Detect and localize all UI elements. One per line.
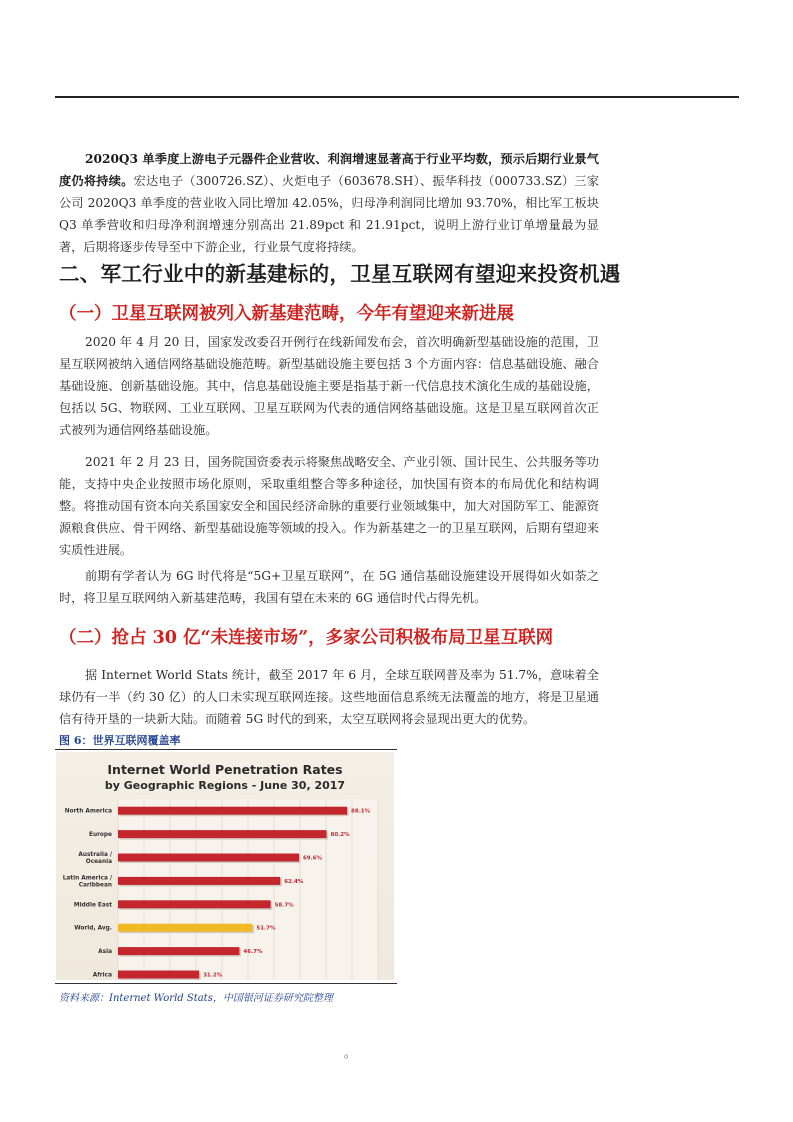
- bar: [118, 807, 347, 815]
- intro-bold-lead: 2020Q3 单季度上游电子元器件企业营收、利润增速显著高于行业平均数，预示后期行业景气度仍将持续。: [59, 152, 599, 188]
- chart-title: Internet World Penetration Rates: [107, 762, 343, 777]
- header-rule: [55, 96, 739, 98]
- bar: [118, 947, 239, 955]
- category-label: [65, 809, 112, 815]
- category-label-line: Asia: [98, 949, 112, 956]
- category-label-line: Oceania: [85, 859, 112, 865]
- bar: [118, 830, 327, 838]
- sub2-paragraph-1: 据 Internet World Stats 统计，截至 2017 年 6 月，全球互联网普及率为 51.7%，意味着全球仍有一半（约 30 亿）的人口未实现互联网连接。这些地面信息系统无法覆盖的地方，将是卫星通信有待开垦的一块新大陆。而随着 5G 时代的到来，太空互联网将会显现出更大的优势。: [59, 668, 599, 726]
- chart-subtitle: by Geographic Regions - June 30, 2017: [104, 779, 346, 792]
- category-label: [89, 832, 112, 838]
- figure-top-rule: [55, 749, 397, 750]
- figure-label: 图 6：世界互联网覆盖率: [59, 734, 181, 747]
- bar: [118, 854, 299, 862]
- bar-value-label: 88.1%: [351, 808, 371, 815]
- bar-value-label: 46.7%: [243, 949, 263, 956]
- category-label: [98, 949, 112, 955]
- intro-paragraph: [59, 148, 599, 258]
- category-label: [74, 902, 112, 908]
- bar: [118, 924, 252, 932]
- sub1-paragraph-3: 前期有学者认为 6G 时代将是“5G+卫星互联网”，在 5G 通信基础设施建设开展得如火如荼之时，将卫星互联网纳入新基建范畴，我国有望在未来的 6G 通信时代占得先机。: [59, 569, 599, 605]
- figure-bottom-rule: [55, 983, 397, 984]
- bar-value-label: 58.7%: [274, 902, 294, 909]
- subsection-title-2: （二）抢占 30 亿“未连接市场”，多家公司积极布局卫星互联网: [59, 628, 554, 648]
- intro-body: 宏达电子（300726.SZ）、火炬电子（603678.SH）、振华科技（000733.SZ）三家公司 2020Q3 单季度的营业收入同比增加 42.05%，归母净利润同比增加 93.70%，相比军工板块 Q3 单季营收和归母净利润增速分别高出 21.89pct 和 21.91pct，说明上游行业订单增量最为显著，后期将逐步传导至中下游企业，行业景气度将持续。: [59, 174, 600, 254]
- category-label: [78, 852, 113, 865]
- figure-source: 资料来源：Internet World Stats，中国银河证券研究院整理: [59, 993, 333, 1004]
- category-label-line: World, Avg.: [74, 925, 112, 932]
- sub1-paragraph-2: 2021 年 2 月 23 日，国务院国资委表示将聚焦战略安全、产业引领、国计民生、公共服务等功能，支持中央企业按照市场化原则，采取重组整合等多种途径，加快国有资本的布局优化和结构调整。将推动国有资本向关系国家安全和国民经济命脉的重要行业领域集中，加大对国防军工、能源资源粮食供应、骨干网络、新型基础设施等领域的投入。作为新基建之一的卫星互联网，后期有望迎来实质性进展。: [59, 455, 599, 557]
- category-label-line: Australia /: [78, 852, 112, 858]
- section-title: 二、军工行业中的新基建标的，卫星互联网有望迎来投资机遇: [59, 262, 621, 286]
- bar: [118, 971, 199, 979]
- bar-value-label: 62.4%: [284, 878, 304, 885]
- category-label-line: Europe: [88, 832, 112, 839]
- category-label-line: Caribbean: [78, 882, 112, 889]
- category-label: [93, 973, 112, 979]
- penetration-chart: [56, 752, 394, 980]
- bar-value-label: 69.6%: [302, 855, 323, 862]
- bar-value-label: 31.2%: [203, 972, 223, 979]
- category-label-line: North America: [64, 808, 112, 815]
- category-label-line: Latin America /: [62, 875, 112, 882]
- footer-mark: 。: [344, 1046, 357, 1060]
- bar: [118, 877, 280, 885]
- category-label: [63, 875, 113, 888]
- chart-container: [56, 752, 394, 980]
- bar: [118, 900, 271, 908]
- bar-value-label: 80.2%: [330, 832, 350, 839]
- subsection-title-1: （一）卫星互联网被列入新基建范畴，今年有望迎来新进展: [59, 304, 514, 324]
- category-label: [74, 926, 112, 932]
- bar-value-label: 51.7%: [256, 925, 276, 932]
- category-label-line: Africa: [92, 972, 112, 979]
- category-label-line: Middle East: [73, 902, 112, 909]
- sub1-paragraph-1: 2020 年 4 月 20 日，国家发改委召开例行在线新闻发布会，首次明确新型基础设施的范围，卫星互联网被纳入通信网络基础设施范畴。新型基础设施主要包括 3 个方面内容：信息基础设施、融合基础设施、创新基础设施。其中，信息基础设施主要是指基于新一代信息技术演化生成的基础设施，包括以 5G、物联网、工业互联网、卫星互联网为代表的通信网络基础设施。这是卫星互联网首次正式被列为通信网络基础设施。: [59, 335, 599, 437]
